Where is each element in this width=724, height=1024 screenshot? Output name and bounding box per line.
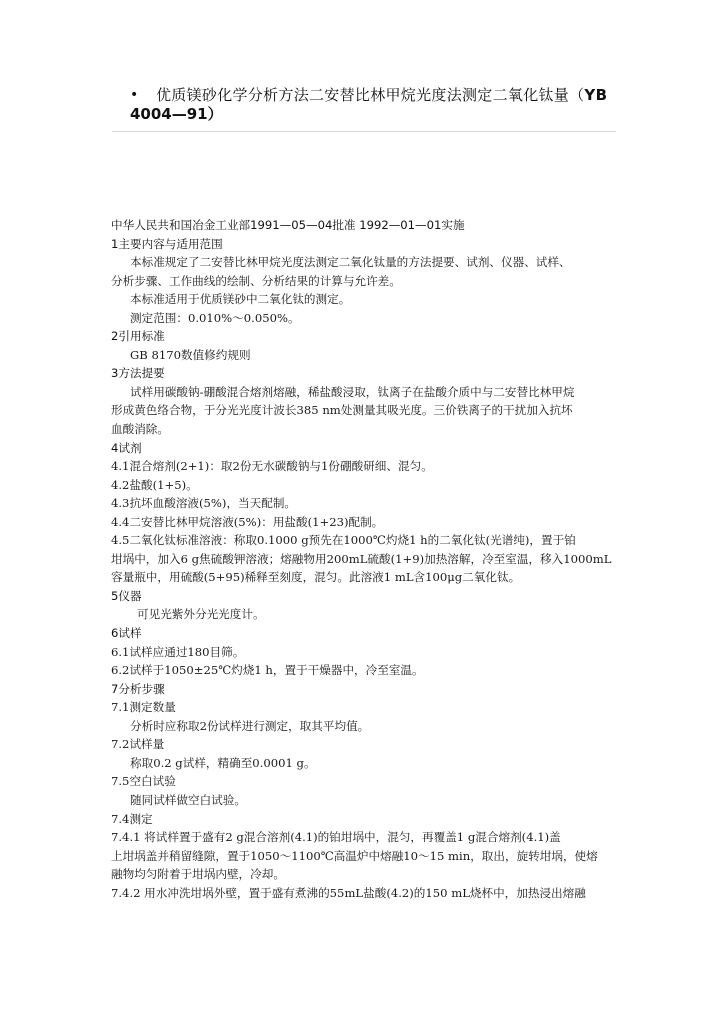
body-line: 4.1混合熔剂(2+1)：取2份无水碳酸钠与1份硼酸研细、混匀。 [111,459,433,474]
body-line: GB 8170数值修约规则 [130,347,251,362]
body-line: 本标准适用于优质镁砂中二氧化钛的测定。 [130,292,351,307]
section-heading: 6试样 [111,626,142,641]
body-line: 称取0.2 g试样，精确至0.0001 g。 [130,755,316,770]
section-heading: 4试剂 [111,440,142,455]
body-line: 4.2盐酸(1+5)。 [111,477,198,492]
body-line: 上坩埚盖并稍留缝隙，置于1050～1100℃高温炉中熔融10～15 min，取出，旋转坩埚，使熔 [111,848,598,863]
body-line: 试样用碳酸钠-硼酸混合熔剂熔融，稀盐酸浸取，钛离子在盐酸介质中与二安替比林甲烷 [130,384,575,399]
body-line: 分析步骤、工作曲线的绘制、分析结果的计算与允许差。 [111,273,401,288]
document-body [111,216,621,902]
body-line: 7.1测定数量 [111,700,176,715]
title-main-text: 优质镁砂化学分析方法二安替比林甲烷光度法测定二氧化钛量（ [156,86,585,104]
body-line: 分析时应称取2份试样进行测定，取其平均值。 [130,718,370,733]
body-line: 6.2试样于1050±25℃灼烧1 h，置于干燥器中，冷至室温。 [111,663,424,678]
section-heading: 7分析步骤 [111,681,165,696]
bullet-icon: • [130,87,139,103]
body-line: 血酸消除。 [111,422,169,437]
body-line: 4.5二氧化钛标准溶液：称取0.1000 g预先在1000℃灼烧1 h的二氧化钛(光谱纯)，置于铂 [111,533,576,548]
title-code-prefix: YB [584,86,608,104]
body-line: 4.3抗坏血酸溶液(5%)，当天配制。 [111,496,297,511]
title-line-1 [112,86,616,105]
section-heading: 2引用标准 [111,329,165,344]
body-line: 7.2试样量 [111,737,165,752]
body-line: 6.1试样应通过180目筛。 [111,644,245,659]
body-line: 容量瓶中，用硫酸(5+95)稀释至刻度，混匀。此溶液1 mL含100μg二氧化钛。 [111,570,521,585]
body-line: 7.4测定 [111,811,153,826]
body-line: 本标准规定了二安替比林甲烷光度法测定二氧化钛量的方法提要、试剂、仪器、试样、 [130,255,571,270]
body-line: 随同试样做空白试验。 [130,792,246,807]
body-line: 坩埚中，加入6 g焦硫酸钾溶液；熔融物用200mL硫酸(1+9)加热溶解，冷至室温，移入1000mL [111,551,612,566]
section-heading: 1主要内容与适用范围 [111,236,223,251]
title-line-2: 4004—91） [130,105,223,123]
body-line: 7.4.1 将试样置于盛有2 g混合溶剂(4.1)的铂坩埚中，混匀，再覆盖1 g混合熔剂(4.1)盖 [111,830,561,845]
body-line: 7.4.2 用水冲洗坩埚外壁，置于盛有煮沸的55mL盐酸(4.2)的150 mL烧杯中，加热浸出熔融 [111,885,586,900]
document-title [112,86,616,124]
body-line: 测定范围：0.010%～0.050%。 [130,310,300,325]
body-line: 7.5空白试验 [111,774,176,789]
body-line: 形成黄色络合物，于分光光度计波长385 nm处测量其吸光度。三价铁离子的干扰加入抗坏 [111,403,573,418]
section-heading: 5仪器 [111,588,142,603]
body-line: 4.4二安替比林甲烷溶液(5%)：用盐酸(1+23)配制。 [111,514,384,529]
body-line: 可见光紫外分光光度计。 [137,607,265,622]
section-heading: 中华人民共和国冶金工业部1991—05—04批准 1992—01—01实施 [111,218,465,232]
body-line: 融物均匀附着于坩埚内壁，冷却。 [111,867,285,882]
section-heading: 3方法提要 [111,366,165,381]
title-divider [112,131,616,132]
